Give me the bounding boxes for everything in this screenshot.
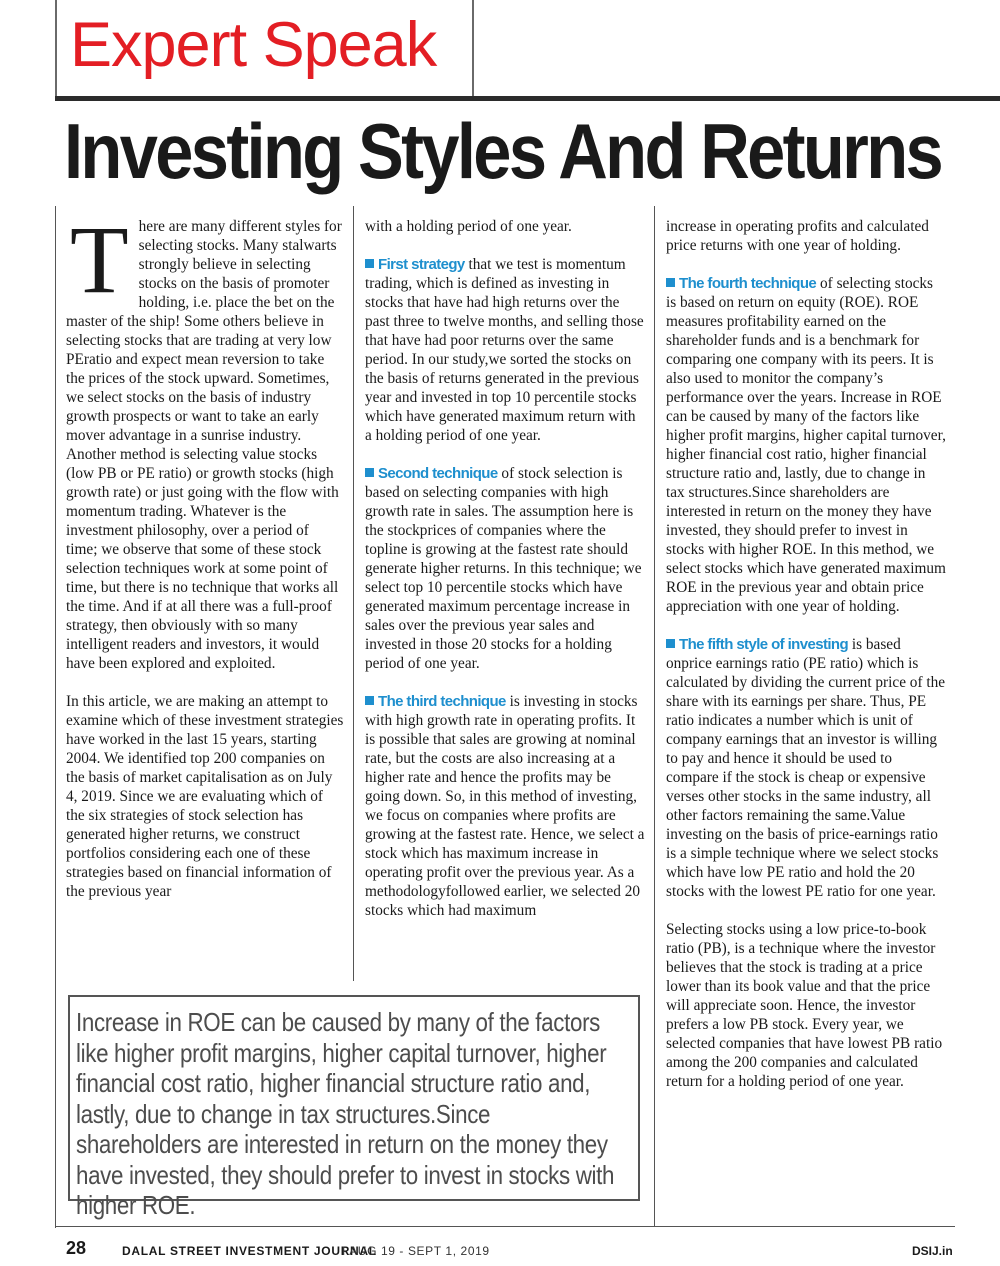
article-column-2	[365, 217, 645, 920]
strategy-paragraph-1	[365, 255, 645, 445]
square-bullet-icon	[666, 278, 675, 287]
strategy-body: that we test is momentum trading, which is defined as investing in stocks that have had high returns over the past three to twelve months, and selling those that have had poor returns over the same period. In our study,we sorted the stocks on the basis of returns generated in the previous year and invested in top 10 percentile stocks which have generated maximum return with a holding period of one year.	[365, 256, 644, 444]
page-number: 28	[66, 1238, 87, 1258]
paragraph: In this article, we are making an attempt to examine which of these investment strategies have worked in the last 15 years, starting 2004. We identified top 200 companies on the basis of market capitalisation as on July 4, 2019. Since we are evaluating which of the six strategies of stock selection has generated higher returns, we construct portfolios considering each one of these strategies based on financial information of the previous year	[66, 693, 344, 900]
strategy-lead: The fourth technique	[679, 275, 817, 292]
pull-quote-text: Increase in ROE can be caused by many of the factors like higher profit margins, higher capital turnover, higher financial cost ratio, higher financial structure ratio and, lastly, due to change in tax structures.Since shareholders are interested in return on the money they have invested, they should prefer to invest in stocks with higher ROE.	[76, 1007, 615, 1220]
article-column-1	[66, 206, 344, 901]
strategy-lead: The fifth style of investing	[679, 636, 849, 653]
issue-date: I AUG 19 - SEPT 1, 2019	[342, 1244, 490, 1258]
paragraph: increase in operating profits and calculated price returns with one year of holding.	[666, 218, 929, 254]
square-bullet-icon	[365, 696, 374, 705]
strategy-lead: Second technique	[378, 465, 498, 482]
intro-text: here are many different styles for selecting stocks. Many stalwarts strongly believe in selecting stocks on the basis of promoter holding, i.e. place the bet on the master of the ship! Some others believe in selecting stocks that are trading at very low PEratio and expect mean reversion to take the prices of the stock upward. Sometimes, we select stocks on the basis of industry growth prospects or want to take an early mover advantage in a sunrise industry. Another method is selecting value stocks (low PB or PE ratio) or growth stocks (high growth rate) or just going with the flow with momentum trading. Whatever is the investment philosophy, over a period of time; we observe that some of these stock selection techniques work at some point of time, but there is no technique that works all the time. And if at all there was a full-proof strategy, then obviously with so many intelligent readers and investors, it would have been explored and exploited.	[66, 218, 342, 672]
strategy-body: of selecting stocks is based on return on equity (ROE). ROE measures profitability earned on the shareholder funds and is a benchmark for comparing one company with its peers. It is also used to monitor the company’s performance over the years. Increase in ROE can be caused by many of the factors like higher profit margins, higher capital turnover, higher financial cost ratio, higher financial structure ratio and, lastly, due to change in tax structures.Since shareholders are interested in return on the money they have invested, they should prefer to invest in stocks with higher ROE. In this method, we select stocks which have generated maximum ROE in the previous year and obtain price appreciation with one year of holding.	[666, 275, 946, 615]
strategy-paragraph-3	[365, 692, 645, 920]
square-bullet-icon	[365, 259, 374, 268]
strategy-lead: First strategy	[378, 256, 465, 273]
pull-quote-box	[68, 995, 640, 1220]
strategy-paragraph-4	[666, 274, 946, 616]
strategy-body: of stock selection is based on selecting companies with high growth rate in sales. The assumption here is the stockprices of companies where the topline is growing at the fastest rate should generate higher returns. In this technique; we select top 10 percentile stocks which have generated maximum percentage increase in sales over the previous year sales and invested in those 20 stocks for a holding period of one year.	[365, 465, 642, 672]
column-divider-1	[353, 206, 354, 981]
header-label-divider	[472, 0, 474, 96]
paragraph: with a holding period of one year.	[365, 218, 572, 235]
strategy-paragraph-5	[666, 635, 946, 901]
strategy-body: is investing in stocks with high growth rate in operating profits. It is possible that sales are growing at nominal rate, but the costs are also increasing at a higher rate and hence the profits may be going down. So, in this method of investing, we focus on companies where profits are growing at the fastest rate. Hence, we select a stock which has maximum increase in operating profit over the previous year. As a methodologyfollowed earlier, we selected 20 stocks which had maximum	[365, 693, 645, 919]
page-left-border	[55, 206, 56, 1228]
intro-paragraph	[66, 206, 344, 673]
publication-name: DALAL STREET INVESTMENT JOURNAL	[122, 1244, 377, 1258]
square-bullet-icon	[365, 468, 374, 477]
website-link[interactable]: DSIJ.in	[912, 1244, 953, 1258]
header-rule	[55, 96, 1000, 101]
article-headline: Investing Styles And Returns	[64, 107, 942, 195]
header-left-border	[55, 0, 57, 100]
footer-rule	[55, 1226, 955, 1227]
article-column-3	[666, 217, 946, 1091]
column-divider-2	[654, 206, 655, 1226]
drop-cap: T	[70, 206, 129, 313]
strategy-lead: The third technique	[378, 693, 506, 710]
paragraph: Selecting stocks using a low price-to-book ratio (PB), is a technique where the investor believes that the stock is trading at a price lower than its book value and that the price will appreciate soon. Hence, the investor prefers a low PB stock. Every year, we selected companies that have lowest PB ratio among the 200 companies and calculated return for a holding period of one year.	[666, 921, 943, 1090]
strategy-paragraph-2	[365, 464, 645, 673]
square-bullet-icon	[666, 639, 675, 648]
strategy-body: is based onprice earnings ratio (PE ratio) which is calculated by dividing the current price of the share with its earnings per share. Thus, PE ratio indicates a number which is unit of company earnings that an investor is willing to pay and hence it should be used to compare if the stock is cheap or expensive verses other stocks in the same industry, all other factors remaining the same.Value investing on the basis of price-earnings ratio is a simple technique where we select stocks which have low PE ratio and hold the 20 stocks with the lowest PE ratio for one year.	[666, 636, 946, 900]
section-label: Expert Speak	[70, 10, 437, 80]
